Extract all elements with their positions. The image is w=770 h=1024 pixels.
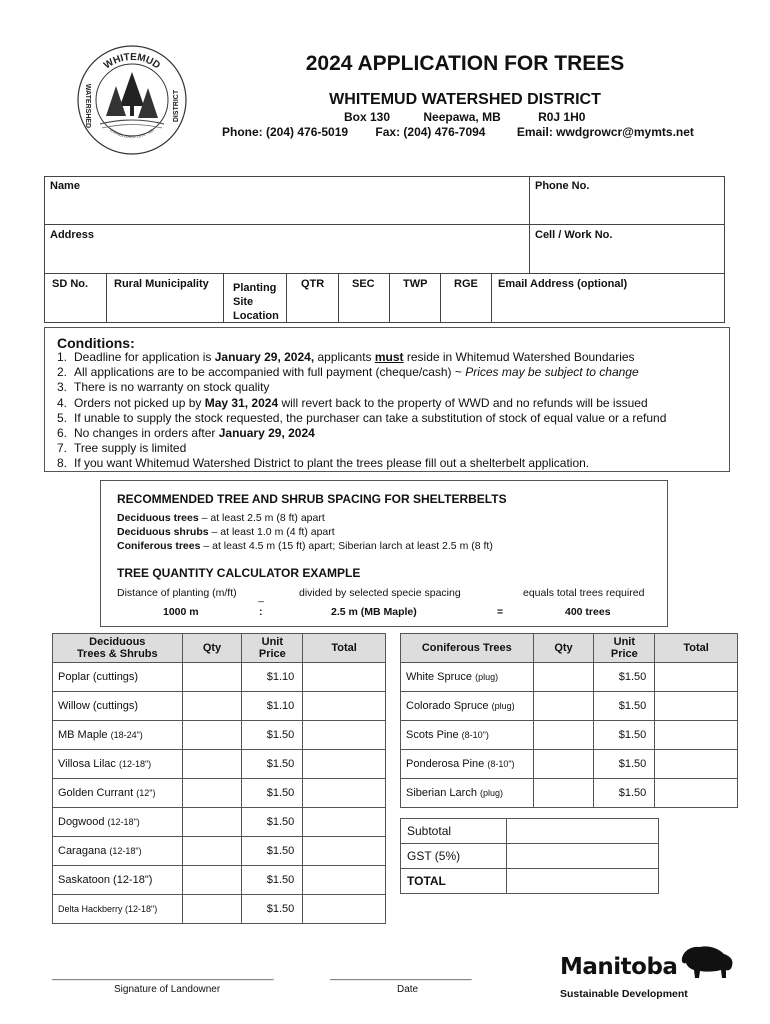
email-label: Email Address (optional): [498, 278, 628, 290]
spacing-heading: RECOMMENDED TREE AND SHRUB SPACING FOR SHELTERBELTS: [117, 492, 507, 506]
conditions-list: [57, 350, 666, 472]
organization-name: WHITEMUD WATERSHED DISTRICT: [329, 91, 601, 108]
phone-label: Phone No.: [535, 180, 590, 192]
table-row: [53, 750, 386, 779]
item-name: Saskatoon (12-18"): [53, 866, 183, 895]
conditions-box: [44, 327, 730, 472]
item-name: Delta Hackberry (12-18"): [53, 895, 183, 924]
table-header-row: [53, 634, 386, 663]
qtr-label: QTR: [301, 278, 325, 290]
item-name: Colorado Spruce (plug): [401, 692, 534, 721]
total-input[interactable]: [303, 837, 386, 866]
subtotal-row: [401, 819, 659, 844]
unit-price: $1.50: [594, 692, 655, 721]
condition-item: 8. If you want Whitemud Watershed District to plant the trees please fill out a shelterbelt application.: [57, 456, 590, 471]
item-name: Villosa Lilac (12-18"): [53, 750, 183, 779]
condition-item: 2. All applications are to be accompanied with full payment (cheque/cash) ~ Prices may be subject to change: [57, 365, 639, 380]
page-title: 2024 APPLICATION FOR TREES: [305, 52, 625, 75]
unit-price: $1.50: [242, 750, 303, 779]
svg-text:ESTABLISHED 1974 · MB: [109, 127, 154, 139]
manitoba-wordmark: Manitoba: [560, 954, 678, 980]
item-name: Dogwood (12-18"): [53, 808, 183, 837]
sd-label: SD No.: [52, 278, 89, 290]
name-label: Name: [50, 180, 80, 192]
svg-text:WHITEMUD: [102, 52, 162, 72]
condition-item: 4. Orders not picked up by May 31, 2024 will revert back to the property of WWD and no refunds will be issued: [57, 395, 648, 410]
item-name: Willow (cuttings): [53, 692, 183, 721]
unit-price: $1.50: [594, 721, 655, 750]
item-name: Scots Pine (8-10"): [401, 721, 534, 750]
item-name: Poplar (cuttings): [53, 663, 183, 692]
condition-item: 5. If unable to supply the stock requested, the purchaser can take a substitution of stock of equal value or a refund: [57, 410, 667, 425]
box-number: Box 130: [344, 110, 391, 124]
table-row: [401, 779, 738, 808]
calc-value-total: 400 trees: [565, 606, 611, 618]
total-input[interactable]: [655, 779, 738, 808]
table-header-row: [401, 634, 738, 663]
deciduous-table: [52, 633, 386, 924]
coniferous-table: [400, 633, 738, 808]
condition-item: 3. There is no warranty on stock quality: [57, 380, 270, 395]
unit-price: $1.50: [242, 837, 303, 866]
table-row: [53, 721, 386, 750]
spacing-row: Deciduous trees – at least 2.5 m (8 ft) apart: [117, 512, 325, 524]
spacing-row: Coniferous trees – at least 4.5 m (15 ft) apart; Siberian larch at least 2.5 m (8 ft): [117, 540, 493, 552]
city: Neepawa, MB: [423, 110, 501, 124]
column-header: Qty: [533, 634, 594, 663]
total-input[interactable]: [303, 692, 386, 721]
unit-price: $1.50: [242, 721, 303, 750]
mailing-address: [344, 110, 585, 124]
contact-info: [222, 125, 694, 139]
unit-price: $1.50: [242, 808, 303, 837]
total-input[interactable]: [303, 663, 386, 692]
calc-value-distance: 1000 m: [163, 606, 199, 618]
qty-input[interactable]: [533, 663, 594, 692]
gst-input[interactable]: [507, 844, 659, 869]
department-name: Sustainable Development: [560, 988, 688, 1000]
total-input[interactable]: [303, 750, 386, 779]
table-row: [401, 663, 738, 692]
subtotal-label: Subtotal: [401, 819, 507, 844]
phone-number: Phone: (204) 476-5019: [222, 125, 349, 139]
qty-input[interactable]: [533, 750, 594, 779]
calc-value-spacing: 2.5 m (MB Maple): [331, 606, 417, 618]
qty-input[interactable]: [182, 779, 242, 808]
total-label: TOTAL: [401, 869, 507, 894]
calculator-heading: TREE QUANTITY CALCULATOR EXAMPLE: [117, 566, 361, 580]
unit-price: $1.50: [242, 866, 303, 895]
gst-label: GST (5%): [401, 844, 507, 869]
twp-label: TWP: [403, 278, 428, 290]
address-label: Address: [50, 229, 95, 241]
unit-price: $1.10: [242, 663, 303, 692]
table-row: [53, 663, 386, 692]
table-row: [401, 721, 738, 750]
table-row: [53, 866, 386, 895]
table-row: [53, 692, 386, 721]
unit-price: $1.50: [242, 779, 303, 808]
spacing-row: Deciduous shrubs – at least 1.0 m (4 ft) apart: [117, 526, 335, 538]
total-input[interactable]: [507, 869, 659, 894]
item-name: Golden Currant (12"): [53, 779, 183, 808]
column-header: Coniferous Trees: [401, 634, 534, 663]
qty-input[interactable]: [182, 895, 242, 924]
cell-label: Cell / Work No.: [535, 229, 613, 241]
calc-label-divided: divided by selected specie spacing: [299, 587, 461, 599]
total-input[interactable]: [655, 750, 738, 779]
logo-bottom-text: ESTABLISHED 1974 · MB: [109, 127, 155, 140]
logo-left-text: WATERSHED: [84, 83, 91, 129]
condition-item: 6. No changes in orders after January 29, 2024: [57, 426, 315, 441]
tree-icon: [120, 72, 144, 106]
qty-input[interactable]: [182, 808, 242, 837]
item-name: White Spruce (plug): [401, 663, 534, 692]
calc-label-dash: _: [258, 591, 264, 603]
spacing-box: [100, 480, 668, 627]
total-input[interactable]: [303, 895, 386, 924]
column-header: Qty: [182, 634, 242, 663]
email-address: Email: wwdgrowcr@mymts.net: [516, 125, 694, 139]
whitemud-logo: [76, 44, 188, 156]
logo-right-text: DISTRICT: [173, 89, 180, 123]
bison-icon: [678, 944, 736, 980]
signature-line[interactable]: _______________________________________________: [52, 970, 274, 980]
date-line[interactable]: ______________________________: [330, 970, 472, 980]
subtotal-input[interactable]: [507, 819, 659, 844]
column-header: Unit Price: [594, 634, 655, 663]
unit-price: $1.50: [594, 750, 655, 779]
rm-label: Rural Municipality: [114, 278, 209, 290]
sec-label: SEC: [352, 278, 375, 290]
total-input[interactable]: [303, 721, 386, 750]
item-name: Caragana (12-18"): [53, 837, 183, 866]
column-header: Total: [655, 634, 738, 663]
total-row: [401, 869, 659, 894]
qty-input[interactable]: [182, 663, 242, 692]
address-field[interactable]: [44, 224, 530, 274]
unit-price: $1.50: [594, 779, 655, 808]
table-row: [53, 837, 386, 866]
qty-input[interactable]: [533, 721, 594, 750]
total-input[interactable]: [655, 663, 738, 692]
logo-top-text: WHITEMUD: [102, 51, 163, 72]
postal-code: R0J 1H0: [538, 110, 586, 124]
calc-label-distance: Distance of planting (m/ft): [117, 587, 237, 599]
total-input[interactable]: [655, 692, 738, 721]
calc-value-equals: =: [497, 606, 504, 618]
planting-site-label: Planting Site Location: [233, 282, 279, 322]
unit-price: $1.50: [594, 663, 655, 692]
column-header: Deciduous Trees & Shrubs: [53, 634, 183, 663]
totals-table: [400, 818, 659, 894]
item-name: Siberian Larch (plug): [401, 779, 534, 808]
qty-input[interactable]: [182, 750, 242, 779]
gst-row: [401, 844, 659, 869]
table-row: [401, 750, 738, 779]
condition-item: 7. Tree supply is limited: [57, 441, 187, 456]
qty-input[interactable]: [182, 721, 242, 750]
table-row: [53, 808, 386, 837]
calc-label-equals: equals total trees required: [523, 587, 645, 599]
total-input[interactable]: [655, 721, 738, 750]
date-label: Date: [397, 984, 419, 995]
total-input[interactable]: [303, 866, 386, 895]
column-header: Total: [303, 634, 386, 663]
table-row: [53, 779, 386, 808]
condition-item: 1. Deadline for application is January 29, 2024, applicants must reside in Whitemud Watershed Boundaries: [57, 350, 635, 364]
qty-input[interactable]: [182, 866, 242, 895]
conditions-heading: Conditions:: [57, 335, 135, 351]
rge-label: RGE: [454, 278, 478, 290]
qty-input[interactable]: [533, 779, 594, 808]
qty-input[interactable]: [182, 837, 242, 866]
name-field[interactable]: [44, 176, 530, 225]
fax-number: Fax: (204) 476-7094: [375, 125, 486, 139]
qty-input[interactable]: [182, 692, 242, 721]
signature-label: Signature of Landowner: [114, 984, 221, 995]
column-header: Unit Price: [242, 634, 303, 663]
item-name: MB Maple (18-24"): [53, 721, 183, 750]
calc-value-colon: :: [259, 606, 263, 618]
total-input[interactable]: [303, 808, 386, 837]
table-row: [401, 692, 738, 721]
unit-price: $1.10: [242, 692, 303, 721]
table-row: [53, 895, 386, 924]
item-name: Ponderosa Pine (8-10"): [401, 750, 534, 779]
qty-input[interactable]: [533, 692, 594, 721]
total-input[interactable]: [303, 779, 386, 808]
unit-price: $1.50: [242, 895, 303, 924]
